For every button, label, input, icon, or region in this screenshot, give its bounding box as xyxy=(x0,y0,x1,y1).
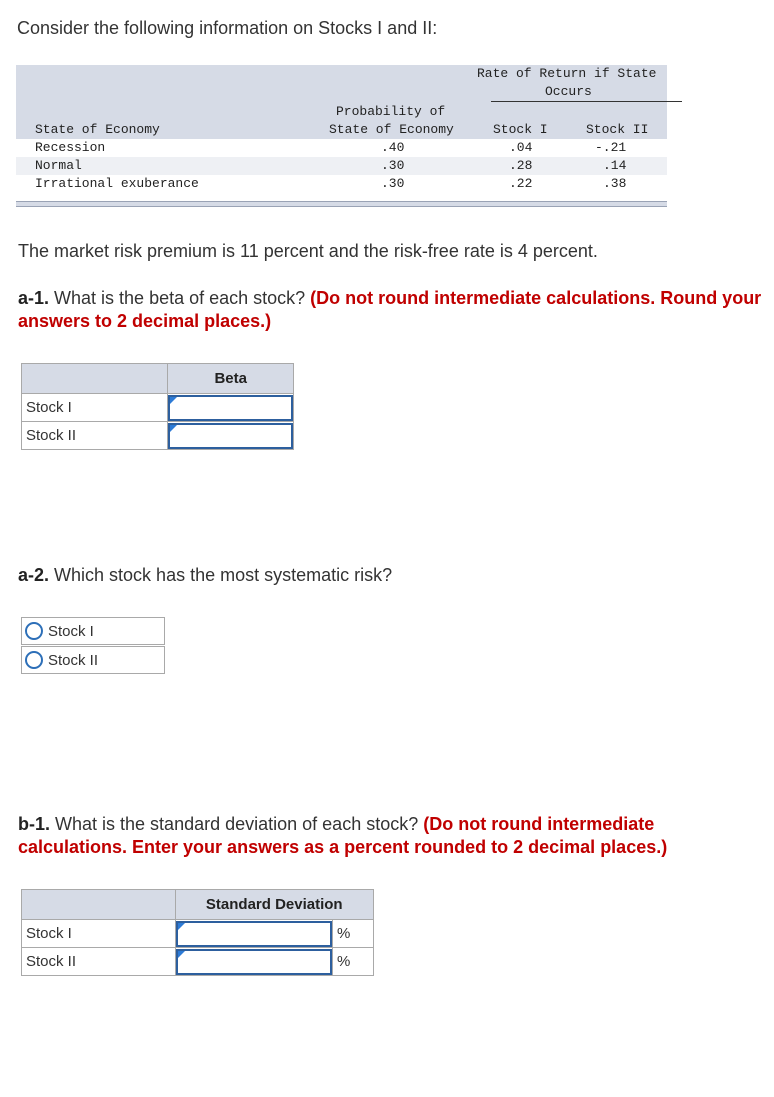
prob-cell: .30 xyxy=(381,158,405,173)
beta-input-cell xyxy=(168,394,294,422)
input-marker-icon xyxy=(170,425,177,432)
radio-option-stock1[interactable] xyxy=(21,617,165,645)
prob-header-line1: Probability of xyxy=(336,104,446,119)
row-label-stock2: Stock II xyxy=(22,948,176,976)
prob-header-line2: State of Economy xyxy=(329,122,454,137)
prob-cell: .40 xyxy=(381,140,405,155)
question-text: What is the standard deviation of each stock? xyxy=(50,814,424,834)
stock1-cell: .22 xyxy=(509,176,533,191)
stock1-cell: .04 xyxy=(509,140,533,155)
stock2-cell: -.21 xyxy=(595,140,627,155)
question-b1 xyxy=(18,813,758,859)
stock2-cell: .38 xyxy=(603,176,627,191)
stock2-cell: .14 xyxy=(603,158,627,173)
col-state-header: State of Economy xyxy=(35,122,160,137)
table-row xyxy=(16,157,667,175)
beta-stock1-input[interactable] xyxy=(168,395,293,421)
std-dev-table xyxy=(21,889,374,976)
col-stock1-header: Stock I xyxy=(493,122,548,137)
state-cell: Recession xyxy=(35,140,106,155)
std-dev-column-header: Standard Deviation xyxy=(175,890,373,920)
row-label-stock1: Stock I xyxy=(22,920,176,948)
state-cell: Normal xyxy=(35,158,82,173)
std-dev-stock2-input[interactable] xyxy=(176,949,333,975)
returns-data-table xyxy=(16,65,667,209)
radio-circle-icon[interactable] xyxy=(25,651,43,669)
input-marker-icon xyxy=(178,951,185,958)
question-instruction: (Do not round intermediate calculations. Round your answers to 2 decimal places.) xyxy=(18,288,762,331)
percent-unit: % xyxy=(333,948,374,976)
question-text: What is the beta of each stock? xyxy=(49,288,311,308)
row-label-stock2: Stock II xyxy=(22,422,168,450)
rate-header-line1: Rate of Return if State xyxy=(477,66,657,81)
col-stock2-header: Stock II xyxy=(586,122,649,137)
std-dev-input-cell xyxy=(175,948,333,976)
question-a1 xyxy=(18,287,763,333)
input-marker-icon xyxy=(178,923,185,930)
beta-input-cell xyxy=(168,422,294,450)
rate-header-line2: Occurs xyxy=(545,84,592,99)
beta-column-header: Beta xyxy=(168,364,294,394)
radio-label: Stock I xyxy=(48,623,94,640)
intro-text: Consider the following information on Stocks I and II: xyxy=(17,18,438,38)
table-bottom-bar xyxy=(16,201,667,207)
table-corner-cell xyxy=(22,890,176,920)
prob-cell: .30 xyxy=(381,176,405,191)
stock1-cell: .28 xyxy=(509,158,533,173)
question-instruction: (Do not round intermediate calculations. Enter your answers as a percent rounded to 2 decimal places.) xyxy=(18,814,668,857)
question-text: Which stock has the most systematic risk? xyxy=(49,565,393,585)
rate-header-underline xyxy=(491,101,682,102)
question-label: b-1. xyxy=(18,814,51,834)
table-row xyxy=(16,139,667,157)
question-label: a-2. xyxy=(18,565,50,585)
table-corner-cell xyxy=(22,364,168,394)
std-dev-input-cell xyxy=(175,920,333,948)
row-label-stock1: Stock I xyxy=(22,394,168,422)
question-a2 xyxy=(18,564,392,587)
input-marker-icon xyxy=(170,397,177,404)
radio-circle-icon[interactable] xyxy=(25,622,43,640)
beta-stock2-input[interactable] xyxy=(168,423,293,449)
premium-text: The market risk premium is 11 percent and the risk-free rate is 4 percent. xyxy=(18,241,598,261)
radio-option-stock2[interactable] xyxy=(21,646,165,674)
beta-table xyxy=(21,363,294,450)
state-cell: Irrational exuberance xyxy=(35,176,199,191)
question-label: a-1. xyxy=(18,288,50,308)
table-row xyxy=(16,175,667,193)
std-dev-stock1-input[interactable] xyxy=(176,921,333,947)
radio-label: Stock II xyxy=(48,652,99,669)
percent-unit: % xyxy=(333,920,374,948)
